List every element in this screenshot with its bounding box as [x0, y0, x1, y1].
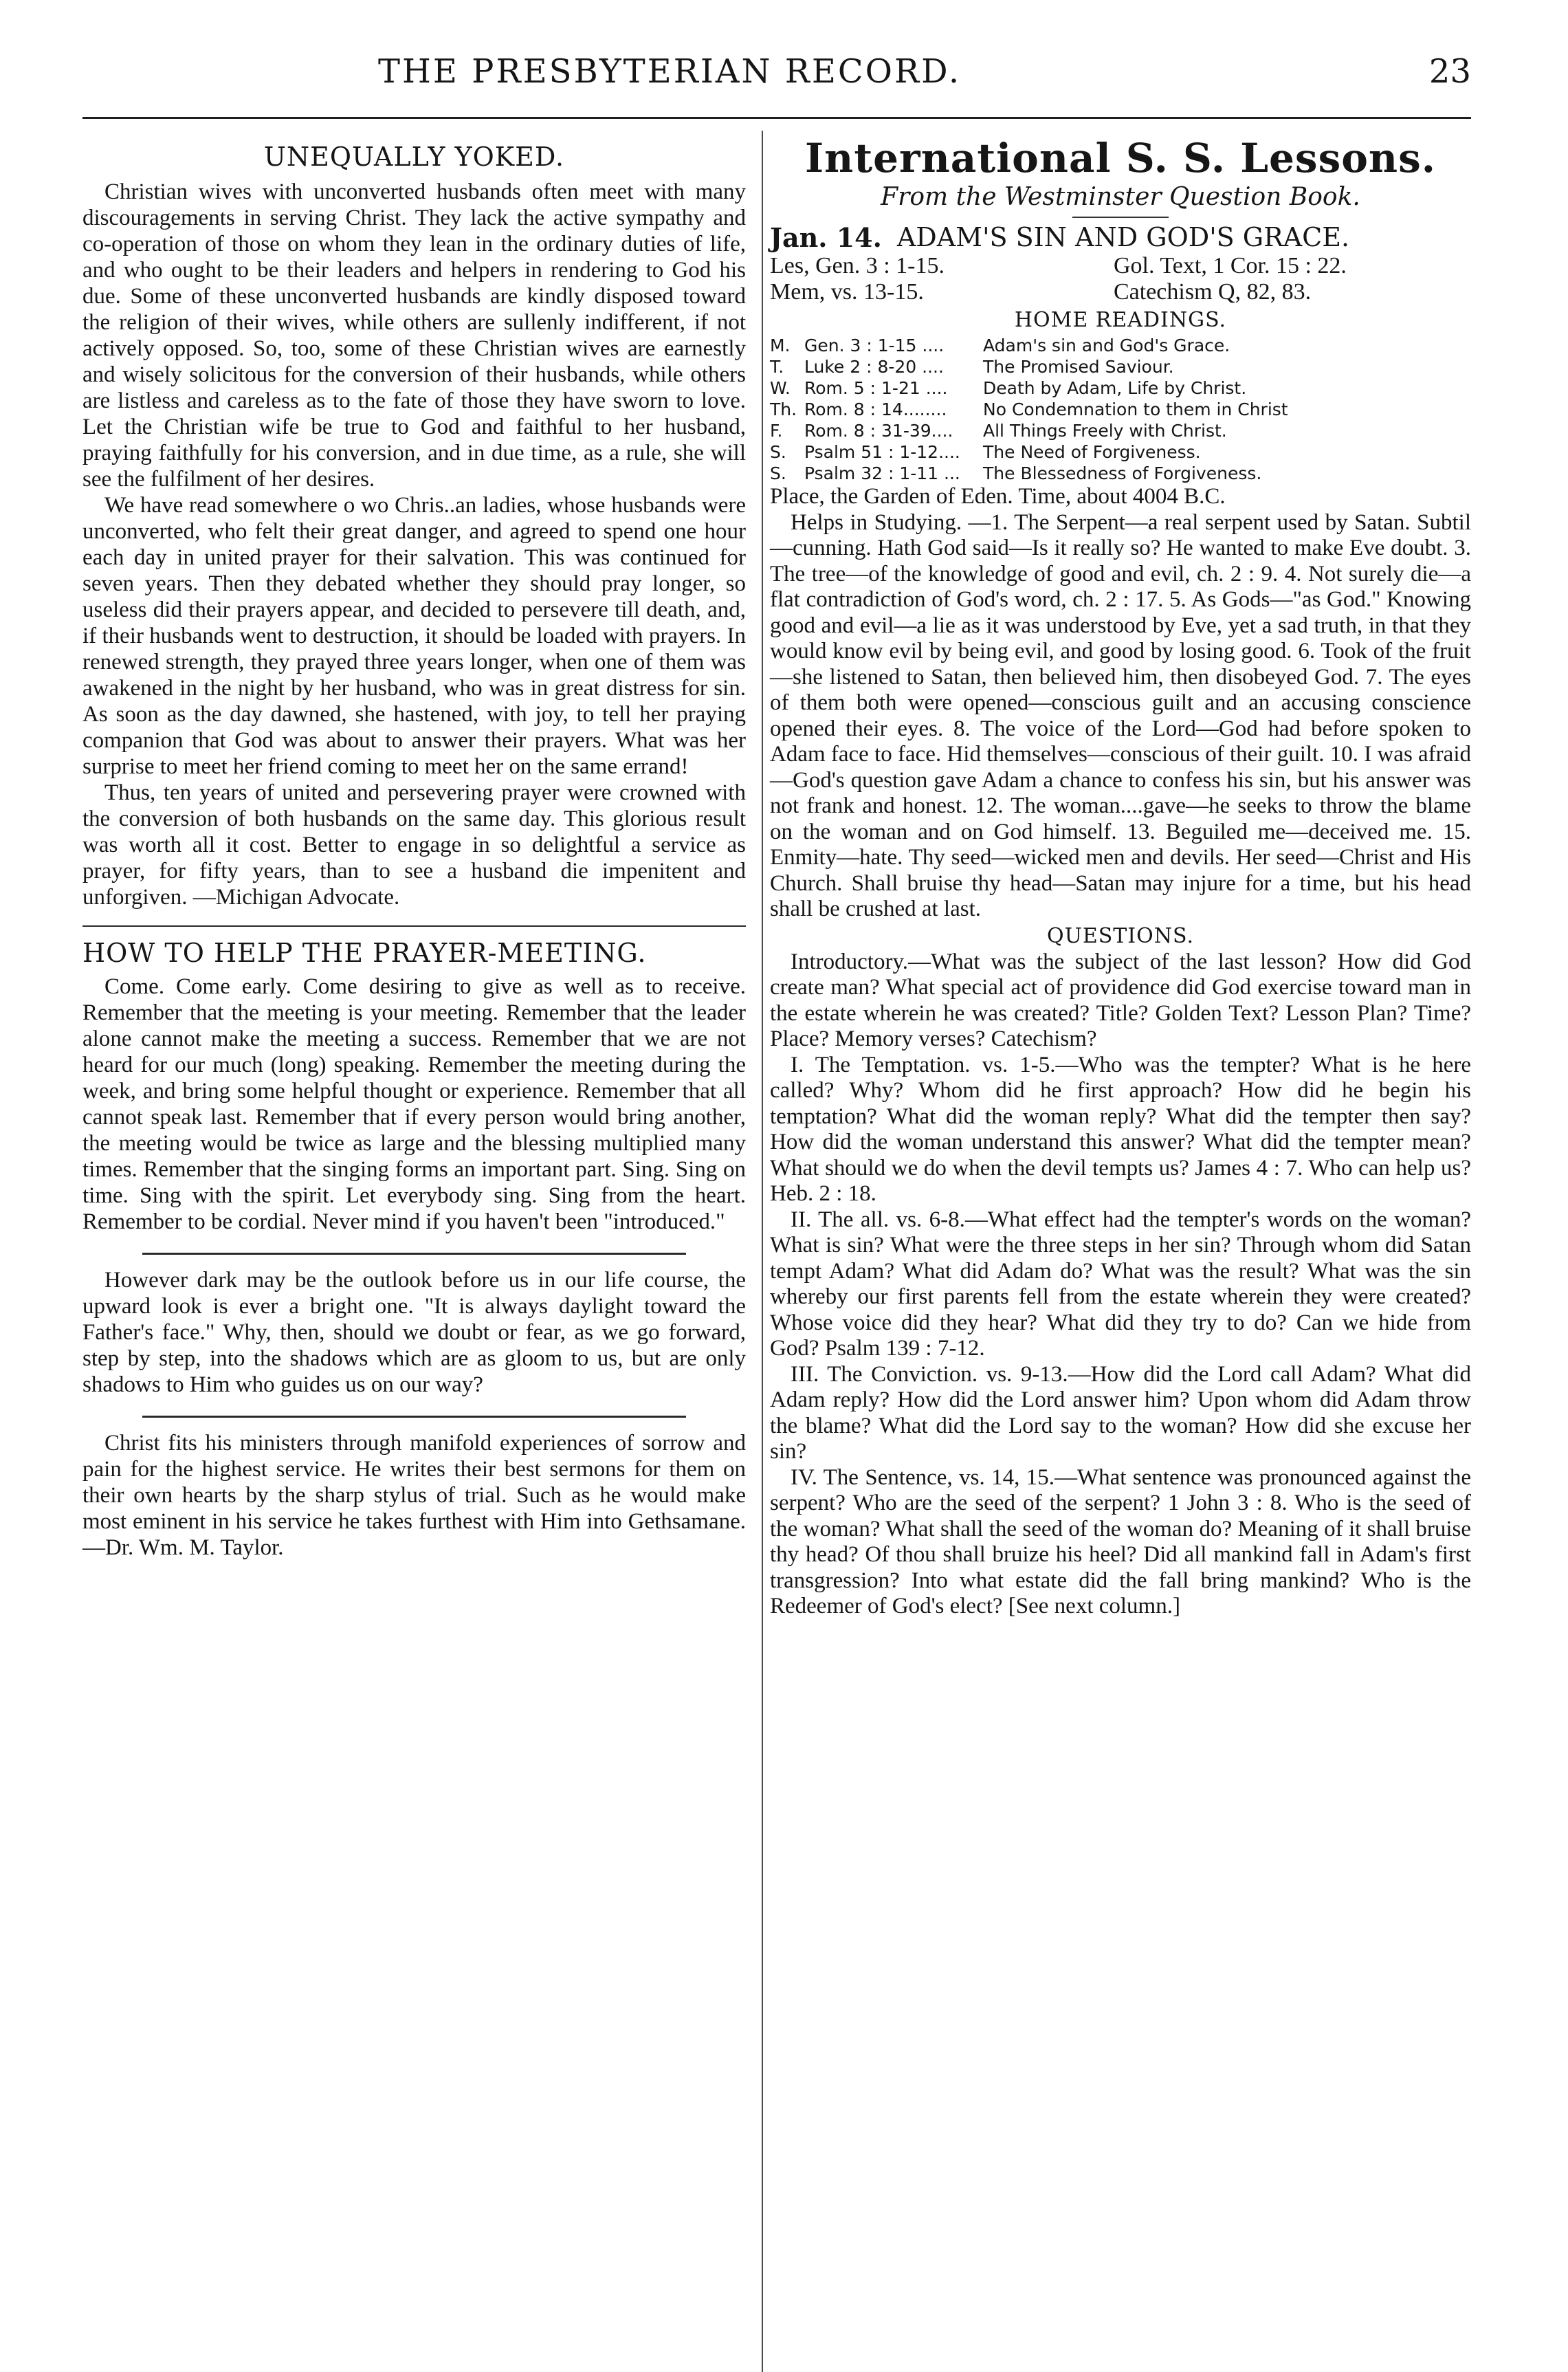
- lesson-passage: Les, Gen. 3 : 1-15.: [770, 253, 945, 278]
- article-divider: [142, 1253, 686, 1255]
- reading-text: The Promised Saviour.: [983, 357, 1174, 377]
- article-divider: [82, 925, 746, 927]
- helps-in-studying: Helps in Studying. —1. The Serpent—a real serpent used by Satan. Subtil—cunning. Hath God said—Is it really so? He wanted to make Eve doubt. 3. The tree—of the knowledge of good and evil, ch. 2 : 9. 4. Not surely die—a flat contradiction of God's word, ch. 2 : 17. 5. As Gods—"as God." Knowing good and evil—a lie as it was understood by Eve, yet a sad truth, in that they would know evil by being evil, and good by losing good. 6. Took of the fruit—she listened to Satan, then believed him, then disobeyed God. 7. The eyes of them both were opened—conscious guilt and an accusing conscience opened their eyes. 8. The voice of the Lord—God had before spoken to Adam face to face. Hid themselves—conscious of their guilt. 10. I was afraid—God's question gave Adam a chance to confess his sin, but his answer was not frank and honest. 12. The woman....gave—he seeks to throw the blame on the woman and on God himself. 13. Beguiled me—deceived me. 15. Enmity—hate. Thy seed—wicked men and devils. Her seed—Christ and His Church. Shall bruise thy head—Satan may injure for a time, but his head shall be crushed at last.: [770, 509, 1471, 921]
- question-paragraph: Introductory.—What was the subject of the last lesson? How did God create man? What special act of providence did God exercise toward man in the estate wherein he was created? Title? Golden Text? Lesson Plan? Time? Place? Memory verses? Catechism?: [770, 949, 1471, 1051]
- reading-row: [770, 420, 1471, 441]
- question-paragraph: II. The all. vs. 6-8.—What effect had the tempter's words on the woman? What is sin? What were the three steps in her sin? Through whom did Satan tempt Adam? What did Adam do? What was the result? What was the sin whereby our first parents fell from the estate wherein they were created? Whose voice did they hear? What did they try to do? Can we hide from God? Psalm 139 : 7-12.: [770, 1207, 1471, 1361]
- reading-ref: Gen. 3 : 1-15 ....: [804, 336, 945, 355]
- reading-ref: Luke 2 : 8-20 ....: [804, 357, 944, 377]
- column-rule: [762, 131, 763, 2372]
- left-column: [82, 138, 746, 1561]
- reading-row: [770, 356, 1471, 377]
- reading-ref: Rom. 8 : 14........: [804, 399, 947, 419]
- reading-row: [770, 377, 1471, 399]
- reading-text: Death by Adam, Life by Christ.: [983, 378, 1247, 398]
- reading-row: [770, 399, 1471, 420]
- lesson-title: ADAM'S SIN AND GOD'S GRACE.: [896, 222, 1350, 252]
- reading-text: The Blessedness of Forgiveness.: [983, 463, 1262, 483]
- reading-ref: Rom. 5 : 1-21 ....: [804, 378, 948, 398]
- header-rule: [82, 117, 1471, 119]
- question-paragraph: IV. The Sentence, vs. 14, 15.—What sentence was pronounced against the serpent? Who are the seed of the serpent? 1 John 3 : 8. Who is the seed of the woman? What shall the seed of the woman do? Meaning of it shall bruise thy head? Of thou shall bruize his heel? Did all mankind fall in Adam's first transgression? Into what estate did the fall bring mankind? Who is the Redeemer of God's elect? [See next column.]: [770, 1464, 1471, 1618]
- article-paragraph: Christian wives with unconverted husbands often meet with many discouragements in serving Christ. They lack the active sympathy and co-operation of those on whom they lean in the ordinary duties of life, and who ought to be their leaders and helpers in rendering to God his due. Some of these unconverted husbands are kindly disposed toward the religion of their wives, while others are sullenly indifferent, if not actively opposed. So, too, some of these Christian wives are earnestly and wisely solicitous for the conversion of their husbands, while others are listless and careless as to the fate of those they have sworn to love. Let the Christian wife be true to God and faithful to her husband, praying faithfully for his conversion, and in due time, as a rule, she will see the fulfilment of her desires.: [82, 179, 746, 492]
- reading-row: [770, 441, 1471, 463]
- reading-day: W.: [770, 378, 791, 398]
- lesson-date: Jan. 14.: [770, 222, 882, 253]
- memory-verses: Mem, vs. 13-15.: [770, 279, 924, 305]
- question-paragraph: I. The Temptation. vs. 1-5.—Who was the tempter? What is he here called? Why? Whom did he first approach? How did he begin his temptation? What did the woman reply? What did the tempter then say? How did the woman understand this answer? What did the tempter mean? What should we do when the devil tempts us? James 4 : 7. Who can help us? Heb. 2 : 18.: [770, 1052, 1471, 1206]
- reading-day: Th.: [770, 399, 797, 419]
- reading-day: S.: [770, 463, 786, 483]
- article-divider: [142, 1416, 686, 1418]
- question-paragraph: III. The Conviction. vs. 9-13.—How did the Lord call Adam? What did Adam reply? How did the Lord answer him? Upon whom did Adam throw the blame? What did the Lord say to the woman? How did she excuse her sin?: [770, 1361, 1471, 1464]
- article-title-prayer-meeting: HOW TO HELP THE PRAYER-MEETING.: [82, 938, 647, 968]
- page-number: 23: [1428, 52, 1471, 91]
- reading-text: All Things Freely with Christ.: [983, 421, 1227, 441]
- reading-row: [770, 335, 1471, 356]
- small-divider: [1072, 217, 1169, 218]
- reading-day: S.: [770, 442, 786, 462]
- place-time: Place, the Garden of Eden. Time, about 4004 B.C.: [770, 484, 1226, 509]
- article-paragraph: However dark may be the outlook before us in our life course, the upward look is ever a bright one. "It is always daylight toward the Father's face." Why, then, should we doubt or fear, as we go forward, step by step, into the shadows which are as gloom to us, but are only shadows to Him who guides us on our way?: [82, 1268, 746, 1397]
- reading-text: Adam's sin and God's Grace.: [983, 336, 1230, 355]
- reading-ref: Psalm 32 : 1-11 ...: [804, 463, 960, 483]
- section-source: From the Westminster Question Book.: [881, 183, 1360, 211]
- reading-day: T.: [770, 357, 784, 377]
- reading-row: [770, 463, 1471, 484]
- reading-ref: Rom. 8 : 31-39....: [804, 421, 953, 441]
- catechism: Catechism Q, 82, 83.: [1114, 279, 1312, 305]
- golden-text: Gol. Text, 1 Cor. 15 : 22.: [1114, 253, 1347, 278]
- article-paragraph: Come. Come early. Come desiring to give as well as to receive. Remember that the meeting is your meeting. Remember that the leader alone cannot make the meeting a success. Remember that we are not heard for our much (long) speaking. Remember the meeting during the week, and bring some helpful thought or experience. Remember that all cannot speak last. Remember that if every person would bring another, the meeting would be twice as large and the blessing multiplied many times. Remember that the singing forms an important part. Sing. Sing on time. Sing with the spirit. Let everybody sing. Sing from the heart. Remember to be cordial. Never mind if you haven't been "introduced.": [82, 974, 746, 1234]
- article-paragraph: We have read somewhere o wo Chris..an ladies, whose husbands were unconverted, who felt their great danger, and agreed to spend one hour each day in united prayer for their salvation. This was continued for seven years. Then they debated whether they should pray longer, so useless did their prayers appear, and decided to persevere till death, and, if their husbands went to destruction, it should be loaded with prayers. In renewed strength, they prayed three years longer, when one of them was awakened in the night by her husband, who was in great distress for sin. As soon as the day dawned, she hastened, with joy, to tell her praying companion that God was about to answer their prayers. What was her surprise to meet her friend coming to meet her on the same errand!: [82, 493, 746, 779]
- section-title-lessons: International S. S. Lessons.: [805, 135, 1436, 182]
- lesson-meta-row: [770, 279, 1471, 305]
- reading-day: M.: [770, 336, 791, 355]
- page-header: [82, 48, 1471, 110]
- article-paragraph: Thus, ten years of united and persevering prayer were crowned with the conversion of both husbands on the same day. This glorious result was worth all it cost. Better to engage in so delightful a service as prayer, for fifty years, than to see a husband die impenitent and unforgiven. —Michigan Advocate.: [82, 780, 746, 910]
- home-readings-table: [770, 335, 1471, 484]
- reading-text: No Condemnation to them in Christ: [983, 399, 1288, 419]
- reading-day: F.: [770, 421, 783, 441]
- article-paragraph: Christ fits his ministers through manifold experiences of sorrow and pain for the highest service. He writes their best sermons for them on their own hearts by the sharp stylus of trial. Such as he would make most eminent in his service he takes furthest with Him into Gethsamane.—Dr. Wm. M. Taylor.: [82, 1431, 746, 1560]
- home-readings-label: HOME READINGS.: [1014, 308, 1227, 332]
- right-column: [770, 135, 1471, 1620]
- questions-label: QUESTIONS.: [1046, 923, 1195, 948]
- reading-ref: Psalm 51 : 1-12....: [804, 442, 960, 462]
- lesson-heading: [770, 222, 1471, 253]
- lesson-meta-row: [770, 253, 1471, 279]
- running-title: THE PRESBYTERIAN RECORD.: [378, 52, 962, 91]
- article-title-unequally-yoked: UNEQUALLY YOKED.: [263, 142, 565, 172]
- reading-text: The Need of Forgiveness.: [983, 442, 1201, 462]
